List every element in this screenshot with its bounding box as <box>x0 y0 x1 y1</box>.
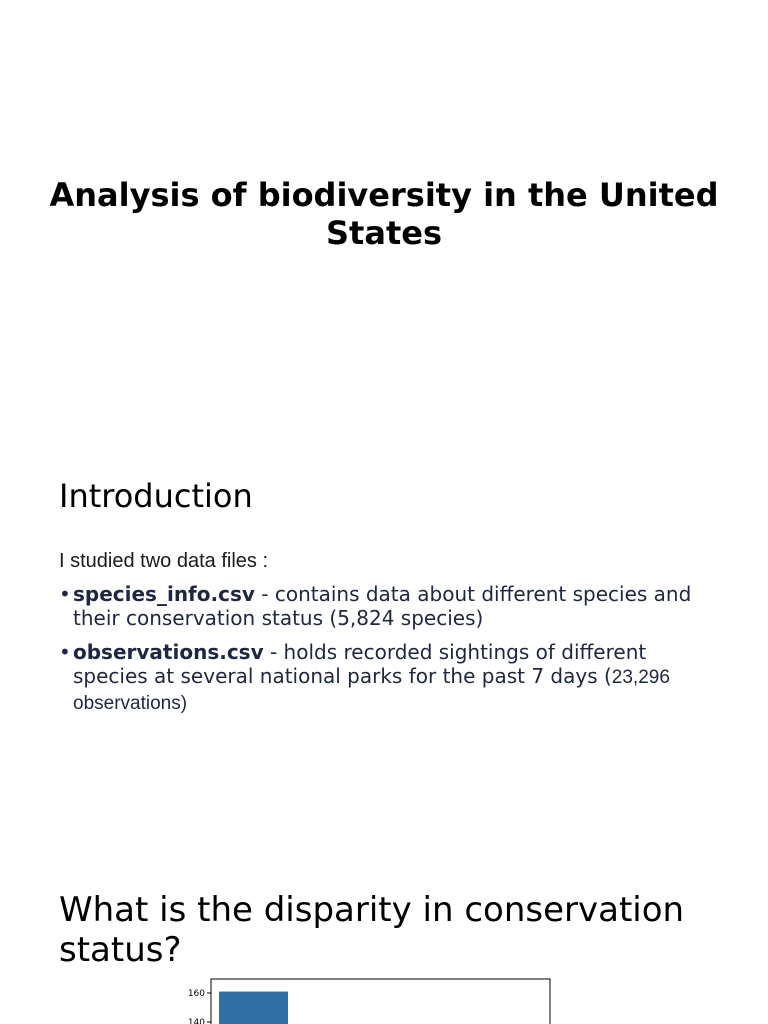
file-description-species-info: - contains data about different species and their conservation status (5,824 species) <box>73 582 692 630</box>
file-name-observations: observations.csv <box>73 640 264 664</box>
bullet-icon: • <box>59 582 71 606</box>
introduction-heading: Introduction <box>59 477 253 515</box>
document-title: Analysis of biodiversity in the United States <box>49 176 719 252</box>
chart-svg <box>180 976 560 1024</box>
file-description-observations: - holds recorded sightings of different species at several national parks for the past 7 days ( <box>73 640 647 688</box>
data-files-list <box>59 582 719 726</box>
bullet-icon: • <box>59 640 71 664</box>
y-tick-label: 140 <box>187 1018 205 1024</box>
file-name-species-info: species_info.csv <box>73 582 255 606</box>
y-tick-label: 160 <box>187 989 205 999</box>
disparity-heading: What is the disparity in conservation status? <box>59 890 685 970</box>
chart-bar <box>219 992 288 1024</box>
conservation-status-chart <box>180 976 560 1024</box>
introduction-lead-text: I studied two data files : <box>59 550 269 572</box>
observation-count: 23,296 observations) <box>73 667 670 714</box>
list-item-observations <box>59 640 719 716</box>
list-item-species-info <box>59 582 719 630</box>
